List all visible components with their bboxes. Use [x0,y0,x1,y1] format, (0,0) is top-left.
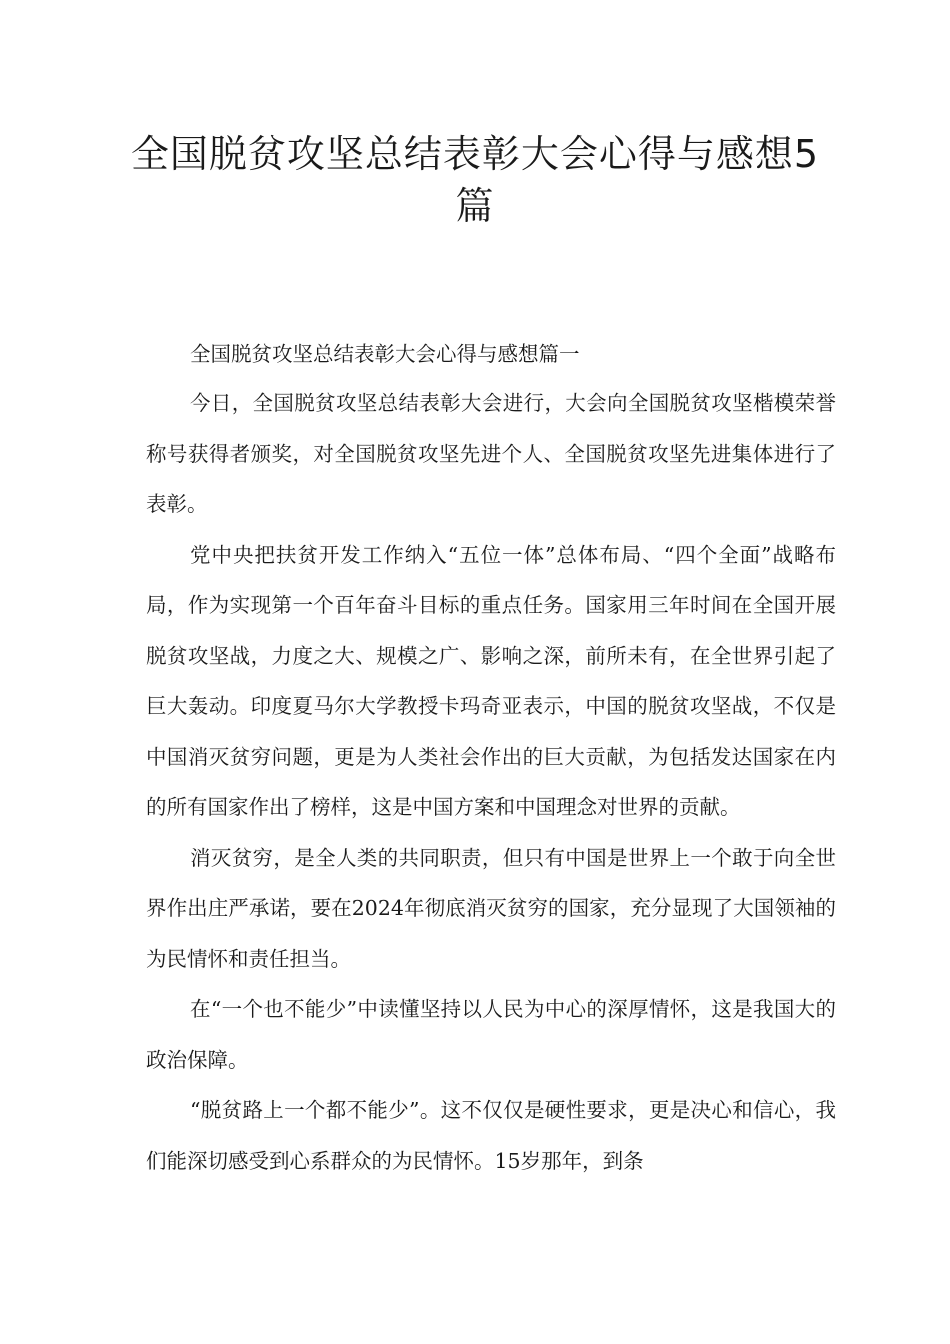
paragraph: 消灭贫穷，是全人类的共同职责，但只有中国是世界上一个敢于向全世界作出庄严承诺，要在2024年彻底消灭贫穷的国家，充分显现了大国领袖的为民情怀和责任担当。 [146,845,836,971]
document-body [146,330,836,1186]
paragraph: 党中央把扶贫开发工作纳入“五位一体”总体布局、“四个全面”战略布局，作为实现第一个百年奋斗目标的重点任务。国家用三年时间在全国开展脱贫攻坚战，力度之大、规模之广、影响之深，前所未有，在全世界引起了巨大轰动。印度夏马尔大学教授卡玛奇亚表示，中国的脱贫攻坚战，不仅是中国消灭贫穷问题，更是为人类社会作出的巨大贡献，为包括发达国家在内的所有国家作出了榜样，这是中国方案和中国理念对世界的贡献。 [146,542,836,819]
document-title: 全国脱贫攻坚总结表彰大会心得与感想5篇 [130,132,820,228]
paragraph: “脱贫路上一个都不能少”。这不仅仅是硬性要求，更是决心和信心，我们能深切感受到心系群众的为民情怀。15岁那年，到条 [146,1098,836,1173]
paragraph: 在“一个也不能少”中读懂坚持以人民为中心的深厚情怀，这是我国大的政治保障。 [146,997,836,1072]
section-heading: 全国脱贫攻坚总结表彰大会心得与感想篇一 [190,342,580,366]
paragraph: 今日，全国脱贫攻坚总结表彰大会进行，大会向全国脱贫攻坚楷模荣誉称号获得者颁奖，对全国脱贫攻坚先进个人、全国脱贫攻坚先进集体进行了表彰。 [146,391,836,516]
